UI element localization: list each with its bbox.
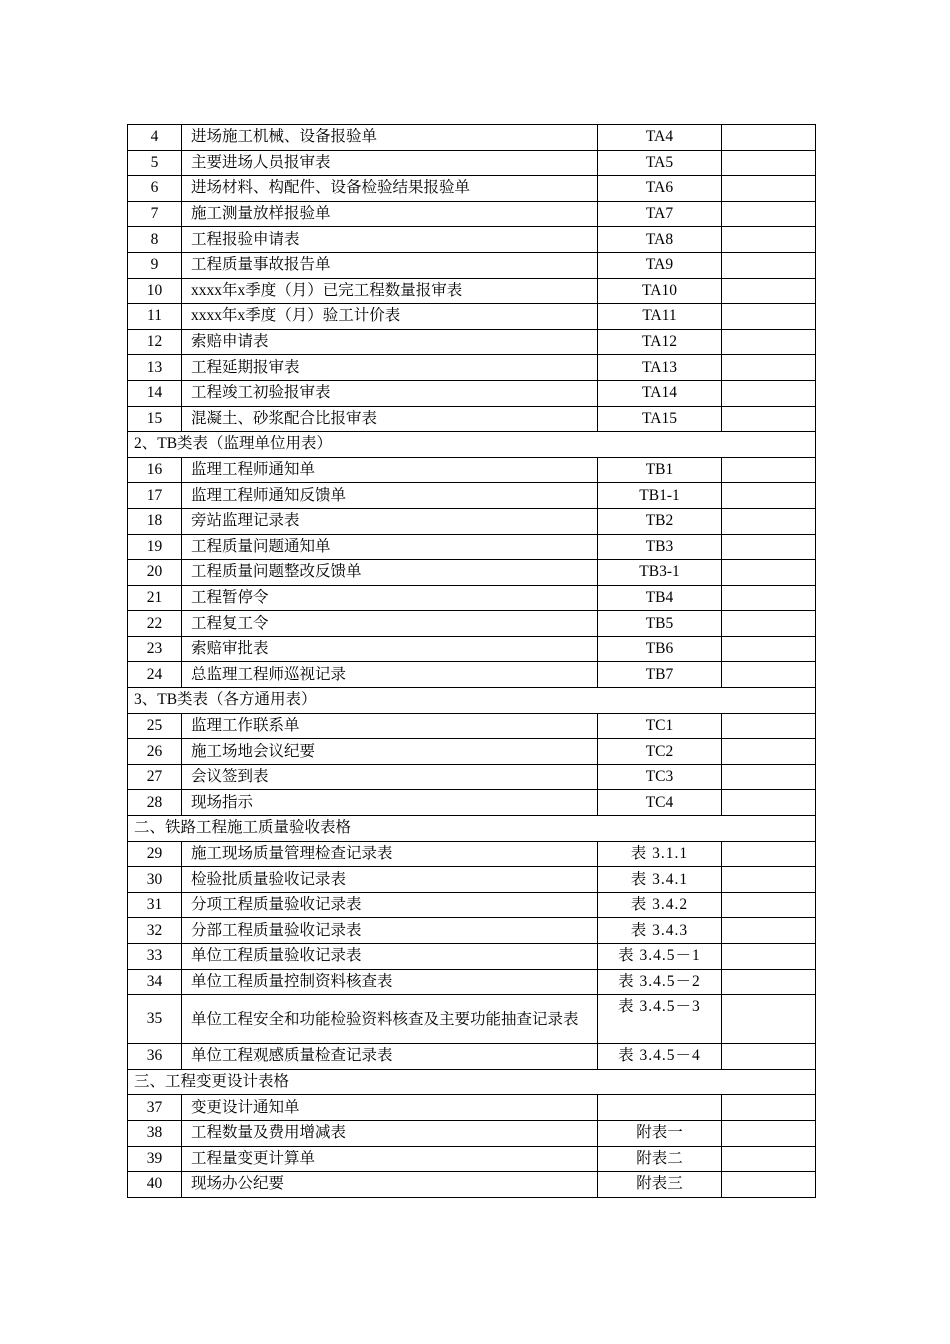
remark-cell: [722, 560, 816, 586]
row-number: 10: [128, 278, 182, 304]
form-name: xxxx年x季度（月）验工计价表: [182, 304, 598, 330]
remark-cell: [722, 944, 816, 970]
form-name: 监理工程师通知反馈单: [182, 483, 598, 509]
table-row: [128, 1044, 816, 1070]
form-name: 工程暂停令: [182, 585, 598, 611]
form-name: 工程质量问题整改反馈单: [182, 560, 598, 586]
table-row: [128, 1146, 816, 1172]
form-name: 单位工程质量控制资料核查表: [182, 969, 598, 995]
remark-cell: [722, 125, 816, 151]
remark-cell: [722, 841, 816, 867]
form-code: 表 3.4.5－1: [598, 944, 722, 970]
table-row: [128, 944, 816, 970]
table-row: [128, 508, 816, 534]
form-name: 分项工程质量验收记录表: [182, 892, 598, 918]
table-row: [128, 457, 816, 483]
row-number: 14: [128, 380, 182, 406]
form-code: TA7: [598, 201, 722, 227]
form-code: TA6: [598, 176, 722, 202]
table-row: [128, 867, 816, 893]
table-row: [128, 841, 816, 867]
row-number: 32: [128, 918, 182, 944]
form-name: 施工测量放样报验单: [182, 201, 598, 227]
remark-cell: [722, 969, 816, 995]
row-number: 22: [128, 611, 182, 637]
form-code: TA12: [598, 329, 722, 355]
table-row: [128, 918, 816, 944]
table-row: [128, 1095, 816, 1121]
form-code: TC3: [598, 764, 722, 790]
form-name: 工程竣工初验报审表: [182, 380, 598, 406]
form-code: TC2: [598, 739, 722, 765]
row-number: 36: [128, 1044, 182, 1070]
row-number: 28: [128, 790, 182, 816]
row-number: 5: [128, 150, 182, 176]
form-code: TB6: [598, 636, 722, 662]
table-row: [128, 125, 816, 151]
row-number: 37: [128, 1095, 182, 1121]
remark-cell: [722, 508, 816, 534]
table-row: [128, 1172, 816, 1198]
row-number: 13: [128, 355, 182, 381]
remark-cell: [722, 227, 816, 253]
row-number: 16: [128, 457, 182, 483]
remark-cell: [722, 380, 816, 406]
remark-cell: [722, 483, 816, 509]
form-name: 单位工程质量验收记录表: [182, 944, 598, 970]
form-code: 附表一: [598, 1120, 722, 1146]
table-row: [128, 892, 816, 918]
section-title: 2、TB类表（监理单位用表）: [128, 432, 816, 458]
table-row: [128, 483, 816, 509]
form-name: 进场施工机械、设备报验单: [182, 125, 598, 151]
row-number: 4: [128, 125, 182, 151]
remark-cell: [722, 585, 816, 611]
form-name: 工程复工令: [182, 611, 598, 637]
remark-cell: [722, 278, 816, 304]
form-name: 索赔审批表: [182, 636, 598, 662]
form-code: TA8: [598, 227, 722, 253]
row-number: 38: [128, 1120, 182, 1146]
remark-cell: [722, 790, 816, 816]
row-number: 11: [128, 304, 182, 330]
remark-cell: [722, 176, 816, 202]
form-code: 表 3.4.1: [598, 867, 722, 893]
form-name: 工程量变更计算单: [182, 1146, 598, 1172]
table-row: [128, 662, 816, 688]
form-code: TB1: [598, 457, 722, 483]
form-code: TB5: [598, 611, 722, 637]
row-number: 9: [128, 252, 182, 278]
form-name: 工程数量及费用增减表: [182, 1120, 598, 1146]
table-row: [128, 560, 816, 586]
form-code: TC4: [598, 790, 722, 816]
remark-cell: [722, 355, 816, 381]
table-row: [128, 304, 816, 330]
form-name: 进场材料、构配件、设备检验结果报验单: [182, 176, 598, 202]
form-code: 表 3.1.1: [598, 841, 722, 867]
form-code: 附表三: [598, 1172, 722, 1198]
form-name: 变更设计通知单: [182, 1095, 598, 1121]
row-number: 18: [128, 508, 182, 534]
form-name: 工程延期报审表: [182, 355, 598, 381]
form-code: [598, 1095, 722, 1121]
form-name: 施工现场质量管理检查记录表: [182, 841, 598, 867]
remark-cell: [722, 867, 816, 893]
remark-cell: [722, 252, 816, 278]
table-row: [128, 227, 816, 253]
row-number: 31: [128, 892, 182, 918]
form-name: 施工场地会议纪要: [182, 739, 598, 765]
remark-cell: [722, 892, 816, 918]
row-number: 24: [128, 662, 182, 688]
table-row: [128, 585, 816, 611]
form-code: TA5: [598, 150, 722, 176]
form-name: 工程质量问题通知单: [182, 534, 598, 560]
form-name: 监理工程师通知单: [182, 457, 598, 483]
row-number: 27: [128, 764, 182, 790]
table-row: [128, 739, 816, 765]
table-row: [128, 278, 816, 304]
form-code: TC1: [598, 713, 722, 739]
table-row: [128, 969, 816, 995]
form-code: TB3-1: [598, 560, 722, 586]
form-code: TA14: [598, 380, 722, 406]
row-number: 20: [128, 560, 182, 586]
remark-cell: [722, 534, 816, 560]
form-name: 会议签到表: [182, 764, 598, 790]
remark-cell: [722, 713, 816, 739]
remark-cell: [722, 739, 816, 765]
form-code: TA13: [598, 355, 722, 381]
row-number: 7: [128, 201, 182, 227]
form-name: 混凝土、砂浆配合比报审表: [182, 406, 598, 432]
row-number: 23: [128, 636, 182, 662]
row-number: 8: [128, 227, 182, 253]
form-name: 工程质量事故报告单: [182, 252, 598, 278]
form-code: TA11: [598, 304, 722, 330]
form-code: TB3: [598, 534, 722, 560]
table-row: [128, 329, 816, 355]
form-name: 工程报验申请表: [182, 227, 598, 253]
table-row: [128, 1120, 816, 1146]
table-row: [128, 790, 816, 816]
table-row: [128, 380, 816, 406]
form-name: 主要进场人员报审表: [182, 150, 598, 176]
remark-cell: [722, 1044, 816, 1070]
row-number: 29: [128, 841, 182, 867]
remark-cell: [722, 201, 816, 227]
table-row: [128, 713, 816, 739]
form-name: 总监理工程师巡视记录: [182, 662, 598, 688]
form-code: TB4: [598, 585, 722, 611]
form-name: xxxx年x季度（月）已完工程数量报审表: [182, 278, 598, 304]
section-title: 二、铁路工程施工质量验收表格: [128, 816, 816, 842]
form-code: TA10: [598, 278, 722, 304]
form-code: 表 3.4.3: [598, 918, 722, 944]
remark-cell: [722, 611, 816, 637]
table-row: [128, 611, 816, 637]
form-code: TB2: [598, 508, 722, 534]
table-row: [128, 355, 816, 381]
section-header-row: [128, 688, 816, 714]
table-row: [128, 150, 816, 176]
remark-cell: [722, 764, 816, 790]
form-code: TA9: [598, 252, 722, 278]
section-title: 三、工程变更设计表格: [128, 1069, 816, 1095]
row-number: 34: [128, 969, 182, 995]
form-code: 表 3.4.5－4: [598, 1044, 722, 1070]
form-name: 现场指示: [182, 790, 598, 816]
remark-cell: [722, 1120, 816, 1146]
row-number: 26: [128, 739, 182, 765]
table-row: [128, 995, 816, 1044]
form-code: TB7: [598, 662, 722, 688]
remark-cell: [722, 636, 816, 662]
form-name: 检验批质量验收记录表: [182, 867, 598, 893]
form-name: 监理工作联系单: [182, 713, 598, 739]
table-row: [128, 406, 816, 432]
form-index-table: [127, 124, 816, 1198]
row-number: 19: [128, 534, 182, 560]
form-name: 现场办公纪要: [182, 1172, 598, 1198]
form-code: 附表二: [598, 1146, 722, 1172]
section-title: 3、TB类表（各方通用表）: [128, 688, 816, 714]
row-number: 6: [128, 176, 182, 202]
form-code: 表 3.4.2: [598, 892, 722, 918]
remark-cell: [722, 1146, 816, 1172]
remark-cell: [722, 304, 816, 330]
remark-cell: [722, 329, 816, 355]
row-number: 33: [128, 944, 182, 970]
form-name: 索赔申请表: [182, 329, 598, 355]
form-code: TA15: [598, 406, 722, 432]
table-body: [128, 125, 816, 1198]
remark-cell: [722, 406, 816, 432]
section-header-row: [128, 816, 816, 842]
remark-cell: [722, 150, 816, 176]
row-number: 40: [128, 1172, 182, 1198]
remark-cell: [722, 457, 816, 483]
row-number: 12: [128, 329, 182, 355]
remark-cell: [722, 918, 816, 944]
table-row: [128, 201, 816, 227]
table-row: [128, 764, 816, 790]
row-number: 21: [128, 585, 182, 611]
table-row: [128, 252, 816, 278]
form-name: 单位工程观感质量检查记录表: [182, 1044, 598, 1070]
form-code: TA4: [598, 125, 722, 151]
form-name: 旁站监理记录表: [182, 508, 598, 534]
form-code: 表 3.4.5－2: [598, 969, 722, 995]
form-name: 分部工程质量验收记录表: [182, 918, 598, 944]
form-name: 单位工程安全和功能检验资料核查及主要功能抽查记录表: [182, 995, 598, 1044]
row-number: 39: [128, 1146, 182, 1172]
form-code: TB1-1: [598, 483, 722, 509]
remark-cell: [722, 995, 816, 1044]
row-number: 35: [128, 995, 182, 1044]
section-header-row: [128, 1069, 816, 1095]
row-number: 30: [128, 867, 182, 893]
table-row: [128, 176, 816, 202]
row-number: 25: [128, 713, 182, 739]
section-header-row: [128, 432, 816, 458]
table-row: [128, 636, 816, 662]
table-row: [128, 534, 816, 560]
form-code: 表 3.4.5－3: [598, 995, 722, 1044]
remark-cell: [722, 662, 816, 688]
remark-cell: [722, 1172, 816, 1198]
remark-cell: [722, 1095, 816, 1121]
row-number: 15: [128, 406, 182, 432]
row-number: 17: [128, 483, 182, 509]
